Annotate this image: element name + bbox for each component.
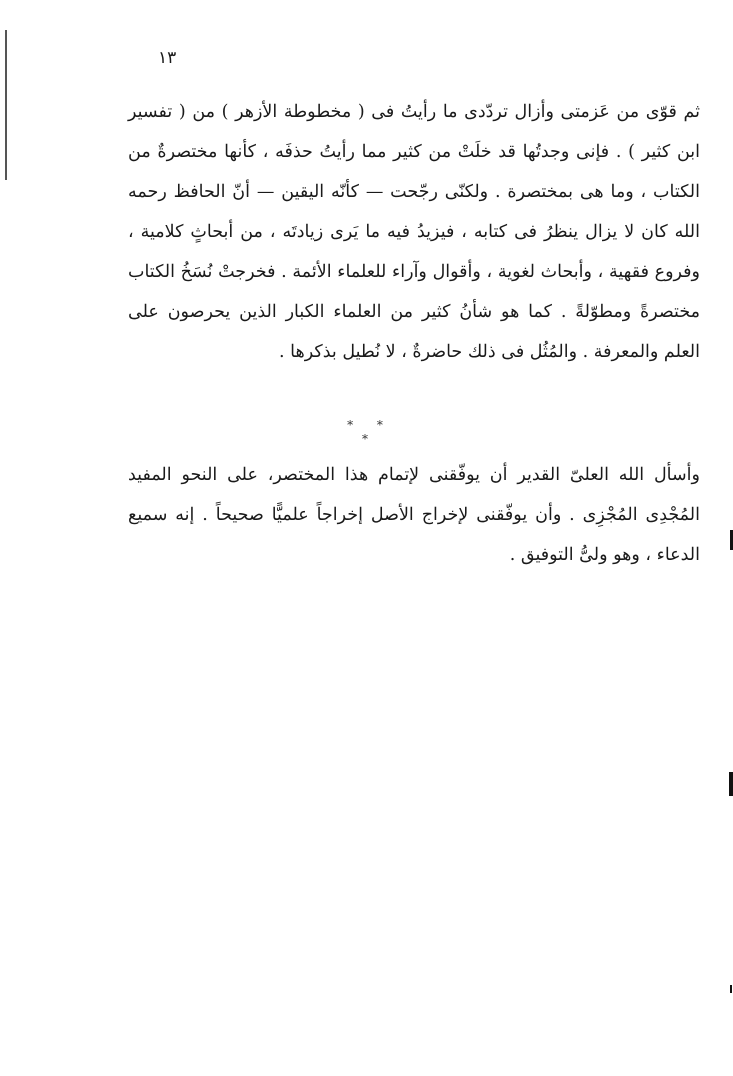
scan-edge-line: [5, 30, 7, 180]
scan-edge-mark: [729, 772, 733, 796]
page-number: ١٣: [158, 48, 177, 68]
body-paragraph: ثم قوّى من عَزمتى وأزال تردّدى ما رأيتُ فى ( مخطوطة الأزهر ) من ( تفسير ابن كثير ) . فإنى وجدتُها قد خلَتْ من كثير مما رأيتُ حذفَه ، كأنها مختصرةٌ من الكتاب ، وما هى بمختصرة . ولكنّى رجّحت — كأنّه اليقين — أنّ الحافظ رحمه الله كان لا يزال ينظرُ فى كتابه ، فيزيدُ فيه ما يَرى زيادتَه ، من أبحاثٍ كلامية ، وفروع فقهية ، وأبحاث لغوية ، وأقوال وآراء للعلماء الأئمة . فخرجتْ نُسَخُ الكتاب مختصرةً ومطوّلةً . كما هو شأنُ كثير من العلماء الكبار الذين يحرصون على العلم والمعرفة . والمُثُل فى ذلك حاضرةٌ ، لا نُطيل بذكرها .: [128, 102, 700, 362]
scan-edge-mark: [730, 985, 732, 993]
section-separator: * * *: [347, 418, 393, 446]
body-paragraph: وأسأل الله العلىّ القدير أن يوفّقنى لإتمام هذا المختصر، على النحو المفيد المُجْدِى المُجْزِى . وأن يوفّقنى لإخراج الأصل إخراجاً علميًّا صحيحاً . إنه سميع الدعاء ، وهو ولىُّ التوفيق .: [128, 465, 700, 565]
